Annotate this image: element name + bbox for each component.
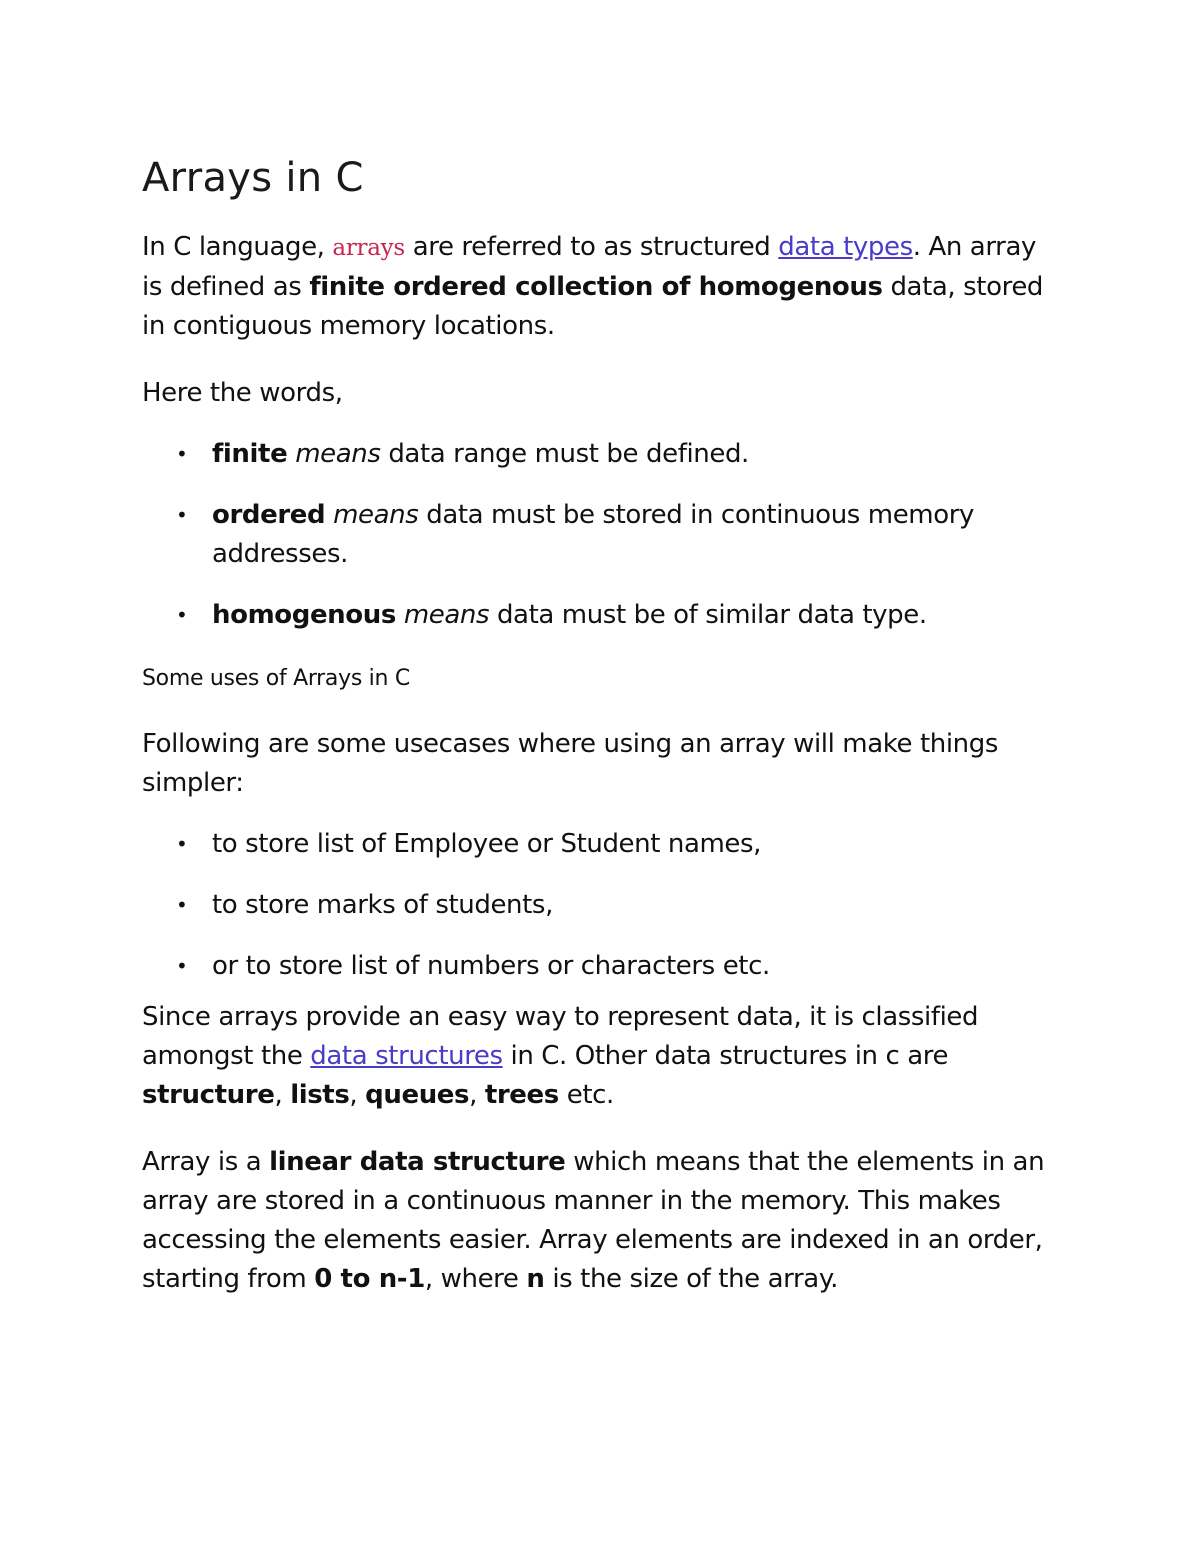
use-text: or to store list of numbers or characters etc. [212,951,770,981]
uses-list [142,825,1062,986]
separator: , [349,1080,366,1110]
following-paragraph: Following are some usecases where using an array will make things simpler: [142,729,998,798]
linear-text-3: , where [424,1264,527,1294]
bold-index-range: 0 to n-1 [314,1264,425,1294]
inline-code-arrays: arrays [332,235,405,261]
definitions-list [142,435,1062,635]
list-item [176,596,1062,635]
definition-means: means [403,600,490,630]
document-page [142,150,1062,1299]
bold-structure: structure [142,1080,275,1110]
data-structures-link[interactable]: data structures [310,1041,503,1071]
bold-lists: lists [290,1080,350,1110]
linear-text-1: Array is a [142,1147,270,1177]
separator: , [274,1080,291,1110]
definition-means: means [295,439,381,469]
bullet-icon: • [176,893,188,917]
definition-means: means [333,500,419,530]
bullet-icon: • [176,954,188,978]
page-title: Arrays in C [142,155,364,201]
use-text: to store marks of students, [212,890,553,920]
use-text: to store list of Employee or Student names, [212,829,762,859]
here-words-text: Here the words, [142,378,343,408]
intro-text-3: . An array is defined as [142,232,1036,302]
since-paragraph [142,998,1062,1115]
list-item [176,886,1062,925]
uses-heading: Some uses of Arrays in C [142,666,410,691]
data-types-link[interactable]: data types [778,232,913,262]
definition-desc: data must be stored in continuous memory addresses. [212,500,975,569]
definition-term: finite [212,439,288,469]
bold-trees: trees [484,1080,559,1110]
bold-n: n [526,1264,545,1294]
bullet-icon: • [176,832,188,856]
definition-term: homogenous [212,600,396,630]
bold-queues: queues [365,1080,470,1110]
intro-bold-definition: finite ordered collection of homogenous [309,272,883,302]
definition-desc: data must be of similar data type. [489,600,927,630]
linear-paragraph [142,1143,1062,1299]
list-item [176,825,1062,864]
since-text-3: etc. [558,1080,614,1110]
bold-linear-data-structure: linear data structure [269,1147,566,1177]
definition-desc: data range must be defined. [380,439,749,469]
list-item [176,947,1062,986]
list-item [176,435,1062,474]
linear-text-2: which means that the elements in an array are stored in a continuous manner in the memory. This makes accessing the elements easier. Array elements are indexed in an order, starting from [142,1147,1045,1294]
separator: , [469,1080,485,1110]
linear-text-4: is the size of the array. [544,1264,838,1294]
definition-term: ordered [212,500,326,530]
since-text-1: Since arrays provide an easy way to represent data, it is classified amongst the [142,1002,979,1071]
intro-text-1: In C language, [142,232,333,262]
intro-text-2: are referred to as structured [404,232,779,262]
intro-paragraph [142,228,1062,346]
intro-text-4: data, stored in contiguous memory locations. [142,272,1044,341]
list-item [176,496,1062,574]
bullet-icon: • [176,442,188,466]
bullet-icon: • [176,503,188,527]
bullet-icon: • [176,603,188,627]
since-text-2: in C. Other data structures in c are [502,1041,949,1071]
